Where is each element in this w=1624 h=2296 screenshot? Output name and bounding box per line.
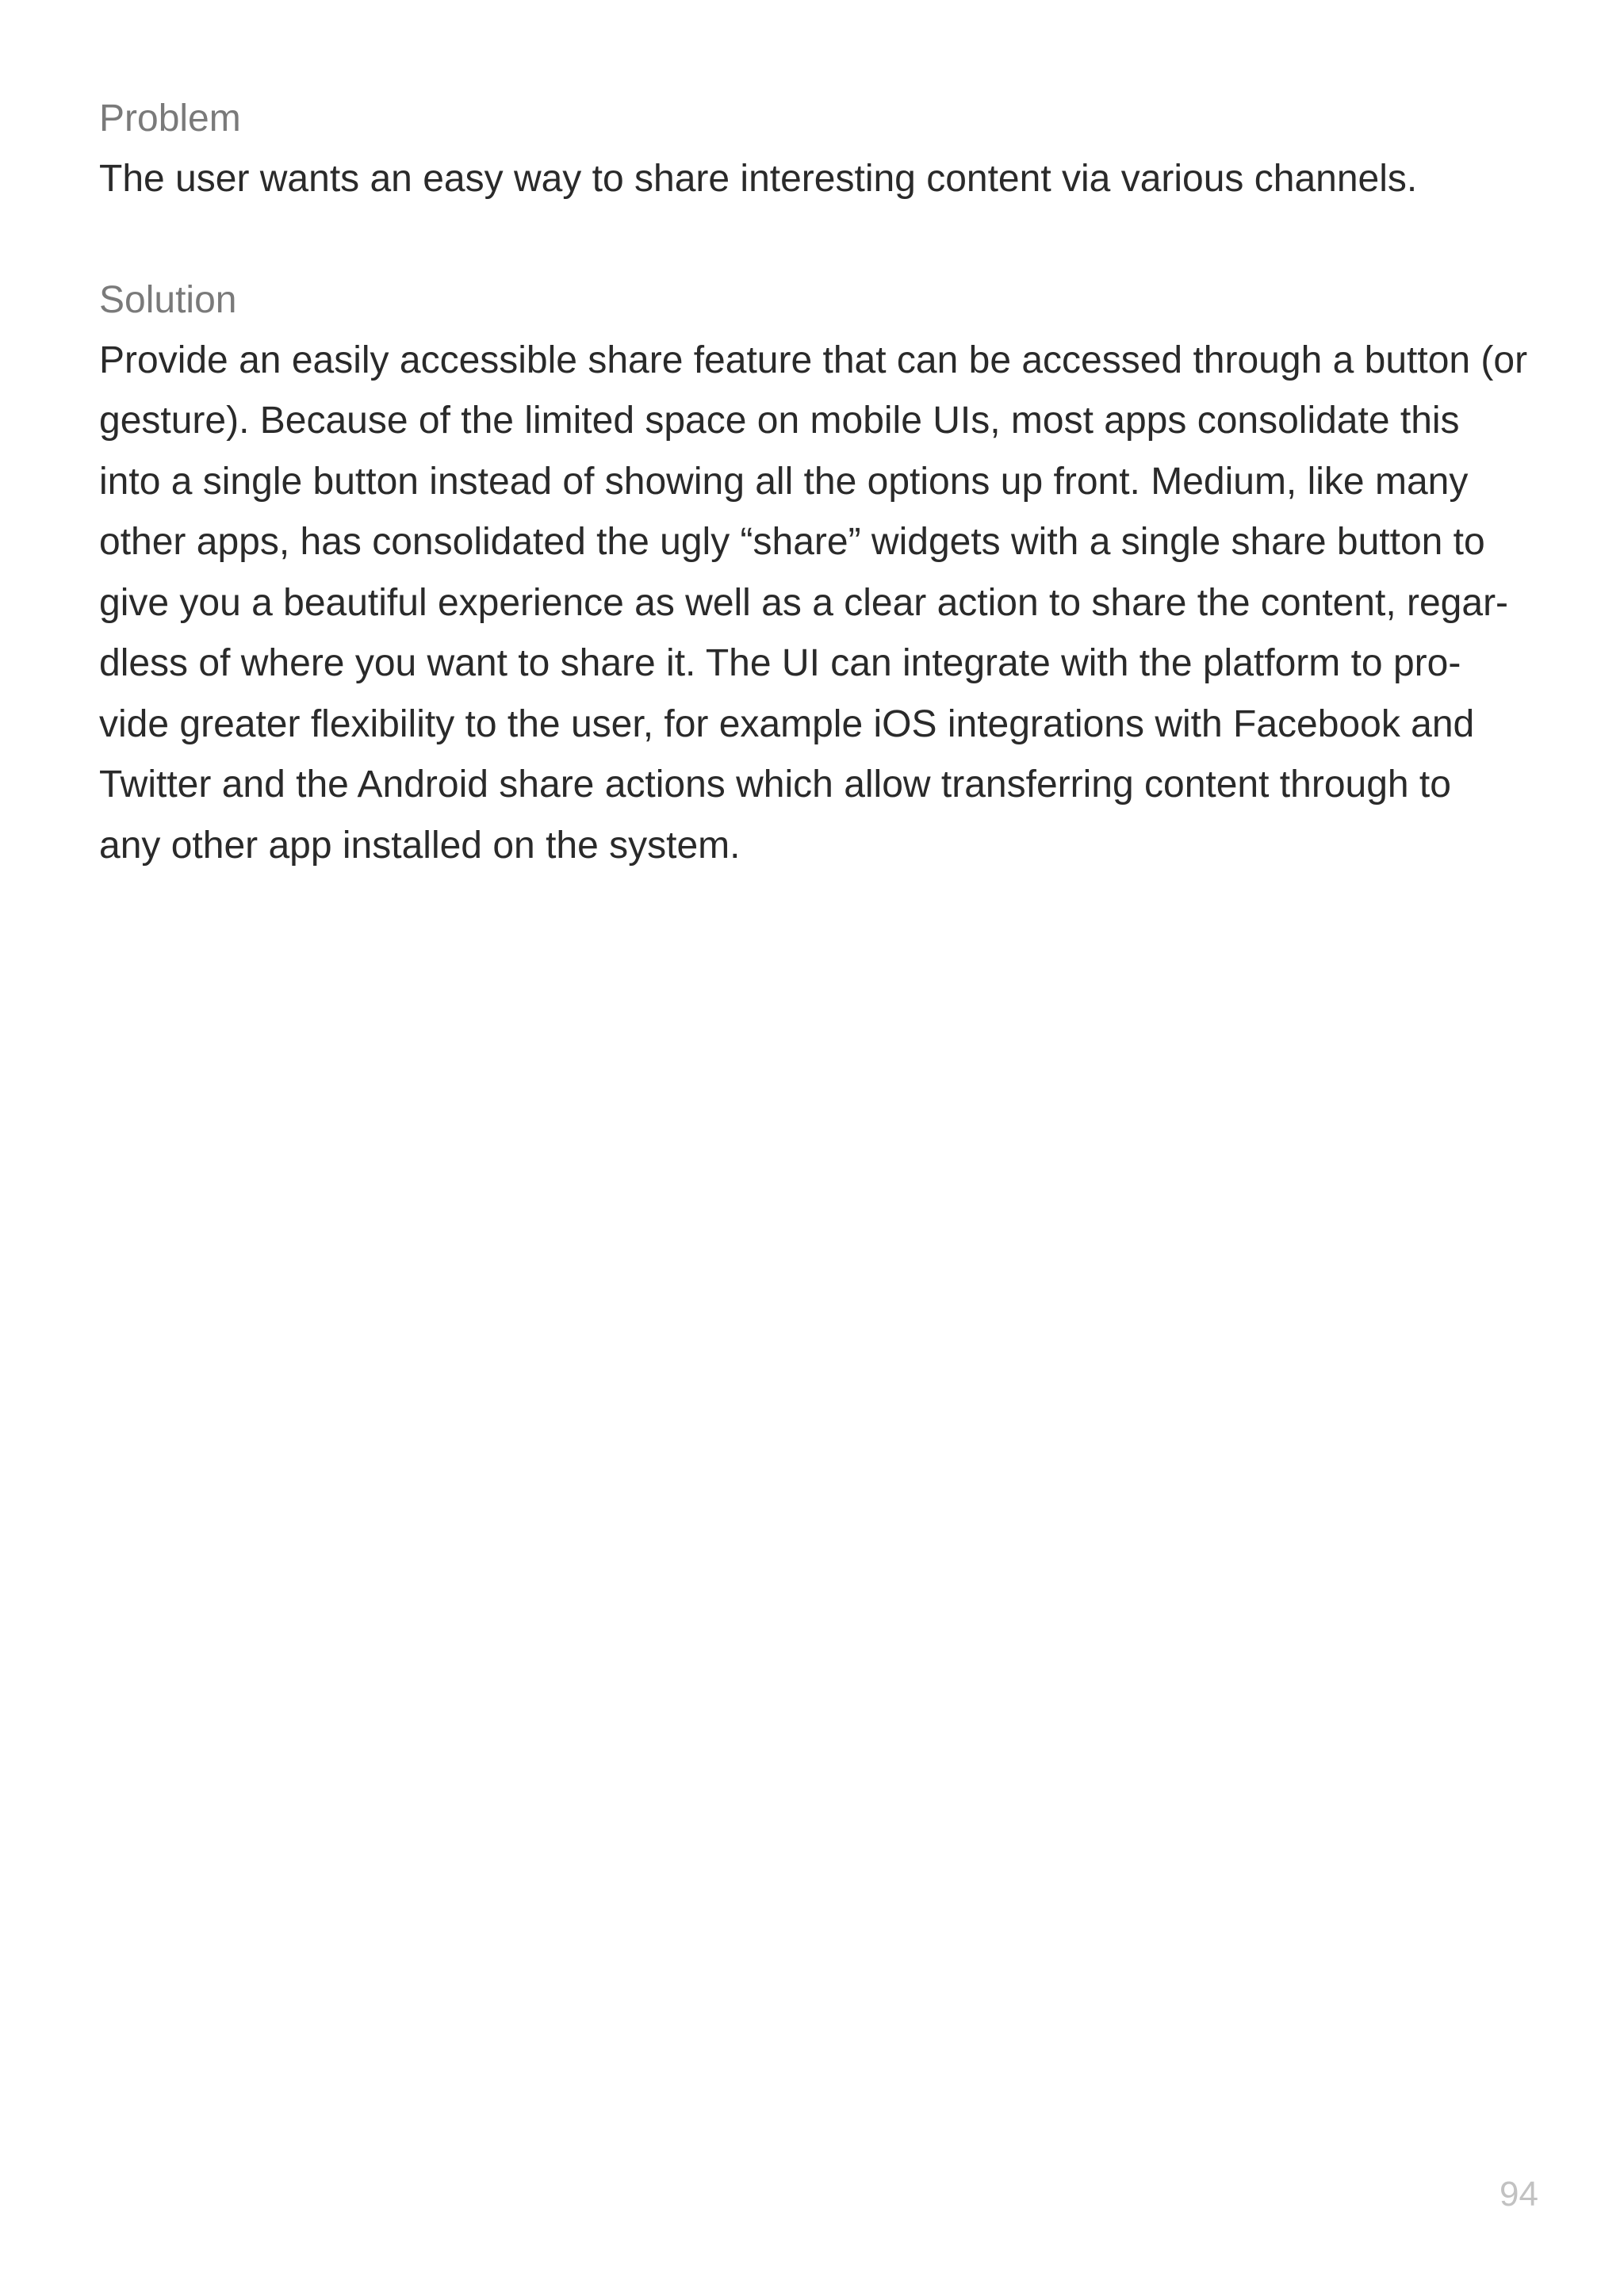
problem-heading: Problem [99, 98, 241, 140]
solution-line: dless of where you want to share it. The UI can integrate with the platform to pro- [99, 642, 1461, 684]
solution-line: gesture). Because of the limited space on mobile UIs, most apps consolidate this [99, 400, 1460, 442]
solution-heading: Solution [99, 278, 237, 321]
solution-line: vide greater flexibility to the user, for example iOS integrations with Facebook and [99, 702, 1475, 745]
solution-text [99, 331, 1550, 877]
solution-line: other apps, has consolidated the ugly “share” widgets with a single share button to [99, 521, 1485, 563]
solution-section [99, 270, 1550, 877]
problem-text [99, 149, 1550, 210]
solution-line: Provide an easily accessible share feature that can be accessed through a button (or [99, 339, 1528, 381]
problem-line: The user wants an easy way to share interesting content via various channels. [99, 158, 1418, 200]
problem-section [99, 89, 1550, 210]
solution-line: any other app installed on the system. [99, 824, 741, 867]
solution-line: give you a beautiful experience as well as a clear action to share the content, regar- [99, 581, 1509, 624]
solution-line: Twitter and the Android share actions which allow transferring content through to [99, 763, 1451, 806]
solution-line: into a single button instead of showing all the options up front. Medium, like many [99, 460, 1469, 503]
page-number: 94 [1500, 2175, 1538, 2214]
page-content [99, 89, 1550, 876]
